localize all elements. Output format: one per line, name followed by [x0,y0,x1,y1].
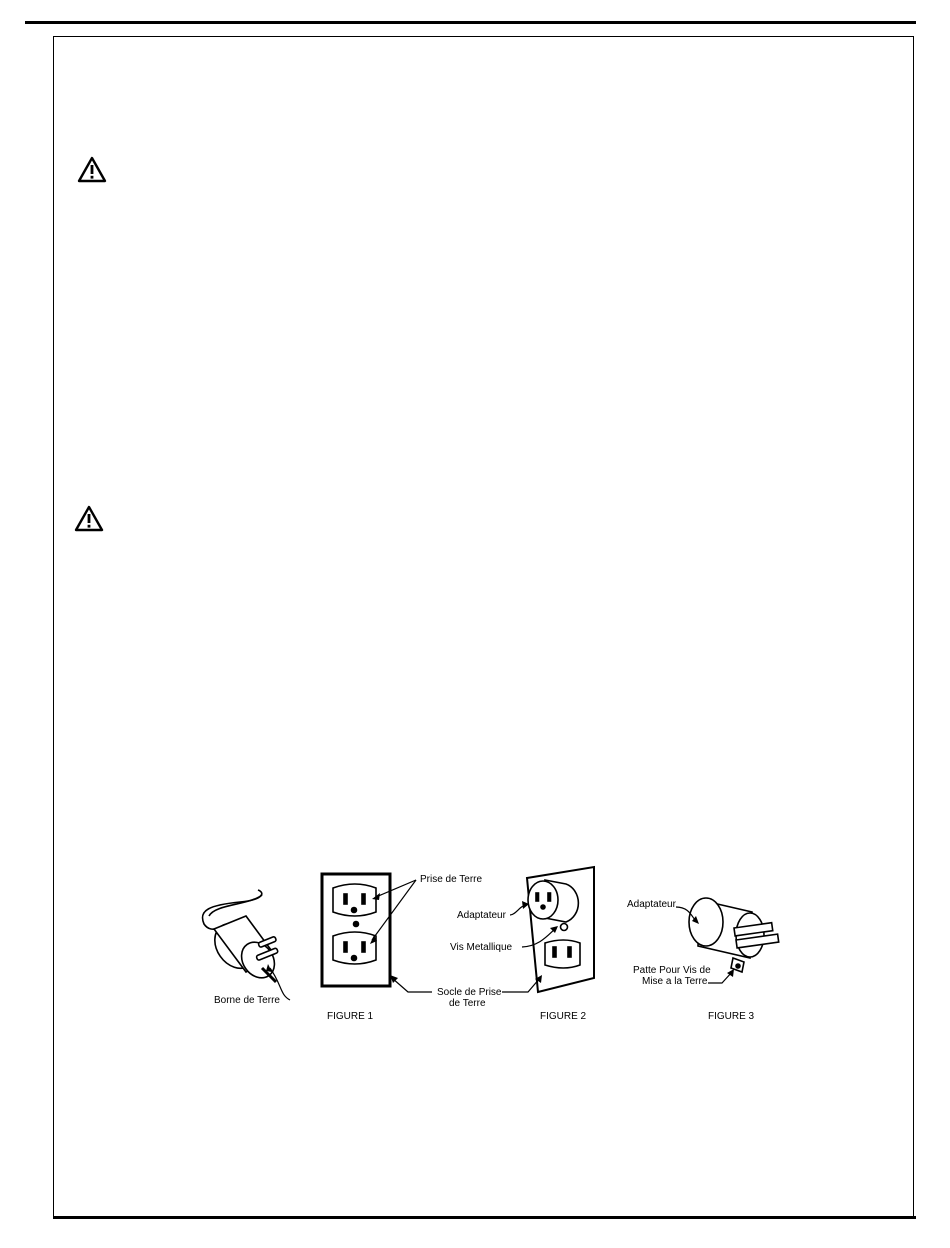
warning-triangle-icon [77,156,107,184]
label-patte-line1: Patte Pour Vis de [633,965,711,976]
figure-1-caption: FIGURE 1 [327,1011,374,1022]
label-socle-line2: de Terre [449,998,486,1009]
figure-3-caption: FIGURE 3 [708,1011,755,1022]
top-rule [25,21,916,24]
page-frame [53,36,914,1217]
label-adaptateur-fig3: Adaptateur [627,899,676,910]
figure-2-caption: FIGURE 2 [540,1011,587,1022]
bottom-rule [53,1216,916,1219]
label-patte-line2: Mise a la Terre [642,976,708,987]
label-adaptateur-fig2: Adaptateur [457,910,506,921]
label-borne-de-terre: Borne de Terre [214,995,280,1006]
warning-triangle-icon [74,505,104,533]
label-socle-line1: Socle de Prise [437,987,502,998]
label-prise-de-terre: Prise de Terre [420,874,483,885]
label-vis-metallique: Vis Metallique [450,942,513,953]
